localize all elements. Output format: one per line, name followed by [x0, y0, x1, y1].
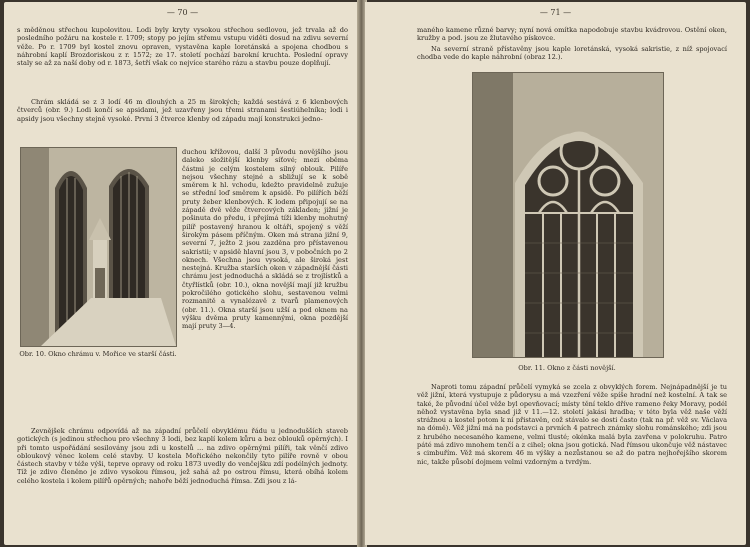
figure-10-caption: Obr. 10. Okno chrámu v. Mořice ve starší části.	[19, 350, 177, 358]
figure-10-church-window-photo	[20, 147, 177, 347]
gothic-window-illustration	[21, 148, 176, 346]
left-para-mid-full: Chrám skládá se z 3 lodí 46 m dlouhých a 25 m širokých; každá sestává z 6 klenbových čtverců (obr. 9.) Lodi končí se apsidami, jež uzavřeny jsou třemi stranami šestiúhelníka; lodi i apsidy jsou všechny stejně vysoké. První 3 čtverce klenby od západu mají konstrukci jedno-	[17, 98, 348, 123]
right-para-bottom: Naproti tomu západní průčelí vymyká se zcela z obvyklých forem. Nejnápadnější je tu věž jižní, která vystupuje z půdorysu a má vzezření věže spíše hradní než kostelní. A tak se také, že původní účel věže byl opevňovací; místy tění teklo dříve rameno řeky Moravy, podél něhož vystavěna byla snad již v 11.—12. století jakási hradba; v této byla věž naše věží strážnou a kostel potom k ní přistavěn, což stávalo se dosti často (tak na př. věž sv. Václava na dómě). Věž jižní má na podstavci a prvních 4 patrech známky slohu románského; zdi jsou z hrubého necesaného kamene, velmi tlusté; okénka malá byla zavřena v polokruhu. Patro páté má zdivo mnohem tenčí a z cihel; okna jsou gotická. Nad římsou ukončuje věž nástavec s cimbuřím. Věž má skorem 46 m výšky a nezůstanou se až do patra nejhořejšího skorem nic, takže působí dojmem velmi vzdorným a tvrdým.	[417, 383, 727, 466]
right-page	[365, 2, 746, 545]
left-para-bottom: Zevnějšek chrámu odpovídá až na západní průčelí obvyklému řádu u jednodušších staveb gotických (s jedinou střechou pro všechny 3 lodi, bez kaplí kolem kůru a bez oblouků opěrných). I při tomto uspořádání sesilovány jsou zdi u kostelů ... na zdivo opěrnými pilíři, tak věnčí zdivo obloukový věnec kolem celé stavby. U kostela Mořického nekončily tyto pilíře rovně v obou částech stavby v téže výši, teprve opravy od roku 1873 uvedly do venčejšku zdí podélných jednoty. Tíž je zdivo členěno je zdivo vysokou římsou, jež sahá až po ostrou římsu, která obíhá kolem celého kostela i kolem pilířů opěrných; nahoře běží jednoduchá římsa. Zdi jsou z lá-	[17, 427, 348, 485]
tracery-window-illustration	[473, 73, 663, 357]
left-para-top: s měděnou střechou kupolovitou. Lodi byly kryty vysokou střechou sedlovou, jež trvala až do posledního požáru na kostele r. 1709; stopy po jejím střemu vstupu viděti dosud na zdivu severní věže. Po r. 1709 byl kostel znovu opraven, vystavěna kaple loretánská a spojena chodbou s náhrobní kaplí Brozdoriskou z r. 1572; ze 17. století pochází barokní kruchta. Poslední opravy staly se až za naší doby od r. 1873, šetří však co nejvíce starého rázu a stavbu pouze doplňují.	[17, 26, 348, 68]
figure-11-caption: Obr. 11. Okno z části novější.	[518, 364, 616, 372]
figure-11-church-window-photo	[472, 72, 664, 358]
right-para-top: maného kamene různé barvy; nyní nová omítka napodobuje stavbu kvádrovou. Ostění oken, kružby a pod. jsou ze žlutavého pískovce.	[417, 26, 727, 43]
left-page-number: — 70 —	[166, 8, 199, 17]
right-page-number: — 71 —	[539, 8, 572, 17]
left-page	[4, 2, 361, 545]
left-para-mid-narrow: duchou křížovou, další 3 původu novějšího jsou daleko složitější klenby síťové; mezi oběma částmi je celým kostelem silný oblouk. Pilíře nejsou všechny stejné a sbližují se k sobě směrem k hl. vchodu, kdežto pravidelně zužuje se střední loď směrem k apsidě. Po pilířích běží pruty žeber klenbových. K lodem připojují se na západě dvě věže čtvercových základen; jižní je pošinuta do předu, i přejímá tíži klenby mohutný pilíř postavený hranou k oltáři, spojený s věží širokým pásem příčným. Oken má strana jižní 9, severní 7, ježto 2 jsou zazděna pro přístavenou sakristii; v apsidě hlavní jsou 3, v pobočních po 2 oknech. Všechna jsou vysoká, ale široká jest nestejná. Kružba starších oken v západnější části chrámu jest jednoduchá a skládá se z trojlístků a čtyřlístků (obr. 10.), okna novější mají již kružbu pokročilého gotického slohu, sestavenou velmi rozmanitě a vynalézavě z tvarů plamenových (obr. 11.). Okna starší jsou užší a pod oknem na výšku dvěma pruty kamennými, okna pozdější mají pruty 3—4.	[182, 148, 348, 331]
right-para-2: Na severní straně přístavěny jsou kaple loretánská, vysoká sakristie, z níž spojovací chodba vede do kaple náhrobní (obraz 12.).	[417, 45, 727, 62]
